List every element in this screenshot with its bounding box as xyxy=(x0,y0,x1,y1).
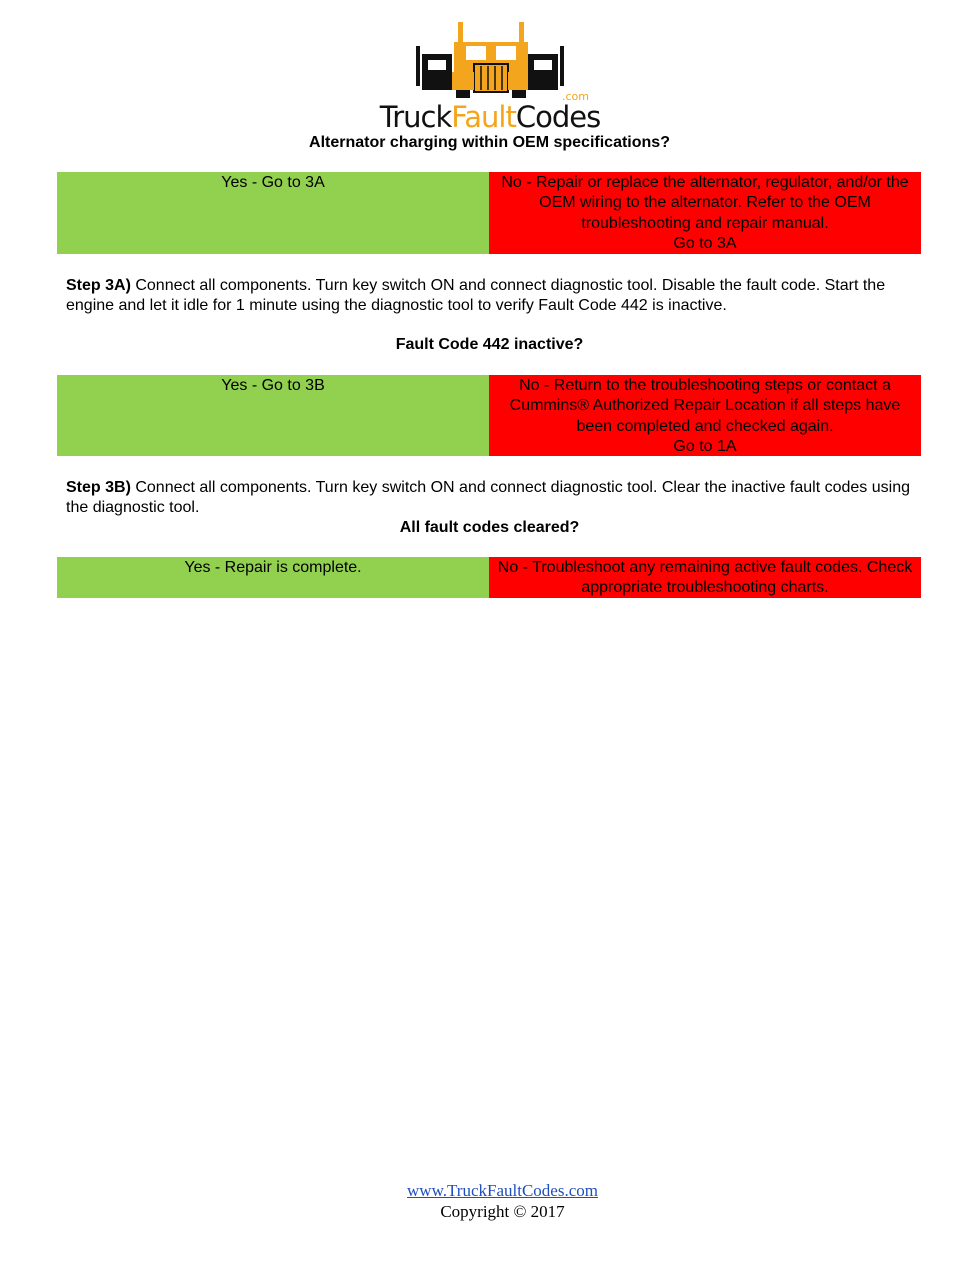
step-3a xyxy=(66,276,926,317)
no-goto: Go to 3A xyxy=(673,234,737,252)
yes-text: Yes - Go to 3B xyxy=(221,377,325,394)
yes-cell xyxy=(57,172,489,254)
truckfaultcodes-logo xyxy=(378,20,602,134)
no-text: No - Repair or replace the alternator, regulator, and/or the OEM wiring to the alternator. Refer to the OEM troubleshooting and repair manual. xyxy=(501,174,909,232)
question-fault-code-inactive: Fault Code 442 inactive? xyxy=(395,336,584,353)
footer xyxy=(0,1180,979,1222)
no-goto: Go to 1A xyxy=(673,437,737,455)
choice-row-cleared xyxy=(57,557,921,598)
logo-word-truck: Truck xyxy=(379,100,452,134)
logo-wordmark xyxy=(378,100,602,134)
step-text: Connect all components. Turn key switch ON and connect diagnostic tool. Disable the fault code. Start the engine and let it idle for 1 minute using the diagnostic tool to verify Fault Code 442 is inactive. xyxy=(66,277,886,315)
copyright: Copyright © 2017 xyxy=(440,1202,565,1221)
website-link[interactable]: www.TruckFaultCodes.com xyxy=(407,1181,598,1200)
question-all-cleared: All fault codes cleared? xyxy=(399,519,580,536)
yes-cell xyxy=(57,557,489,598)
choice-row-fault-code xyxy=(57,375,921,456)
step-label: Step 3A) xyxy=(66,277,131,294)
choice-row-alternator xyxy=(57,172,921,254)
no-cell xyxy=(489,172,921,254)
logo-word-fault: Fault xyxy=(451,100,516,134)
logo-com-suffix: .com xyxy=(562,90,589,103)
step-label: Step 3B) xyxy=(66,479,131,496)
question-alternator: Alternator charging within OEM specifications? xyxy=(309,134,670,151)
no-cell xyxy=(489,375,921,456)
no-text: No - Return to the troubleshooting steps or contact a Cummins® Authorized Repair Location if all steps have been completed and checked again. xyxy=(509,377,901,435)
yes-cell xyxy=(57,375,489,456)
no-text: No - Troubleshoot any remaining active fault codes. Check appropriate troubleshooting charts. xyxy=(497,559,913,597)
no-cell xyxy=(489,557,921,598)
yes-text: Yes - Repair is complete. xyxy=(184,559,362,576)
truck-icon xyxy=(378,20,602,100)
logo-word-codes: Codes xyxy=(515,100,601,134)
step-text: Connect all components. Turn key switch ON and connect diagnostic tool. Clear the inactive fault codes using the diagnostic tool. xyxy=(66,479,910,517)
step-3b xyxy=(66,478,926,519)
yes-text: Yes - Go to 3A xyxy=(221,174,325,191)
